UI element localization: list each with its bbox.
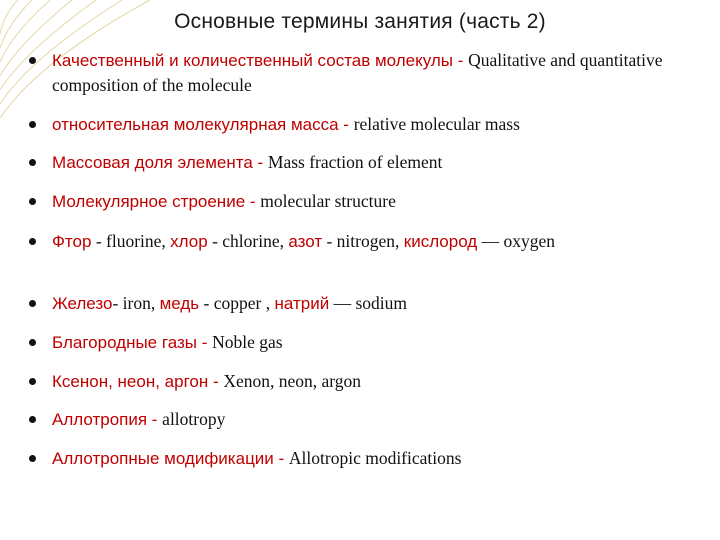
list-item xyxy=(52,150,702,175)
list-item xyxy=(52,369,702,394)
russian-term: азот xyxy=(288,232,323,251)
english-term: — oxygen xyxy=(477,231,556,251)
bullet-dot-icon xyxy=(29,416,36,423)
russian-term: медь xyxy=(159,294,200,313)
english-term: molecular structure xyxy=(260,191,396,211)
bullet-dot-icon xyxy=(29,238,36,245)
list-item xyxy=(52,189,702,214)
english-term: - iron, xyxy=(112,293,160,313)
russian-term: кислород xyxy=(403,232,478,251)
russian-term: относительная молекулярная масса - xyxy=(52,115,354,134)
list-item xyxy=(52,229,702,254)
bullet-dot-icon xyxy=(29,159,36,166)
bullet-dot-icon xyxy=(29,57,36,64)
english-term: Qualitative and quantitative composition of the molecule xyxy=(52,50,663,95)
english-term: relative molecular mass xyxy=(353,114,520,134)
russian-term: Железо xyxy=(52,294,113,313)
list-item xyxy=(52,330,702,355)
russian-term: Аллотропия - xyxy=(52,410,163,429)
russian-term: натрий xyxy=(274,294,330,313)
list-item xyxy=(52,407,702,432)
bullet-dot-icon xyxy=(29,455,36,462)
russian-term: Ксенон, неон, аргон - xyxy=(52,372,224,391)
english-term: Mass fraction of element xyxy=(267,152,443,172)
bullet-dot-icon xyxy=(29,198,36,205)
english-term: - nitrogen, xyxy=(322,231,404,251)
english-term: — sodium xyxy=(329,293,407,313)
bullet-dot-icon xyxy=(29,339,36,346)
english-term: - fluorine, xyxy=(91,231,171,251)
russian-term: хлор xyxy=(170,232,208,251)
bullet-dot-icon xyxy=(29,378,36,385)
bullet-dot-icon xyxy=(29,121,36,128)
russian-term: Качественный и количественный состав молекулы - xyxy=(52,51,469,70)
russian-term: Благородные газы - xyxy=(52,333,213,352)
english-term: allotropy xyxy=(162,409,226,429)
russian-term: Массовая доля элемента - xyxy=(52,153,268,172)
bullet-dot-icon xyxy=(29,300,36,307)
russian-term: Молекулярное строение - xyxy=(52,192,261,211)
english-term: Xenon, neon, argon xyxy=(223,371,362,391)
list-item xyxy=(52,291,702,316)
list-item xyxy=(52,446,702,471)
english-term: - chlorine, xyxy=(207,231,289,251)
english-term: Allotropic modifications xyxy=(288,448,462,468)
russian-term: Аллотропные модификации - xyxy=(52,449,289,468)
russian-term: Фтор xyxy=(52,232,92,251)
page-title: Основные термины занятия (часть 2) xyxy=(174,10,546,33)
english-term: - copper , xyxy=(199,293,275,313)
english-term: Noble gas xyxy=(212,332,283,352)
list-item xyxy=(52,48,702,98)
list-item xyxy=(52,112,702,137)
